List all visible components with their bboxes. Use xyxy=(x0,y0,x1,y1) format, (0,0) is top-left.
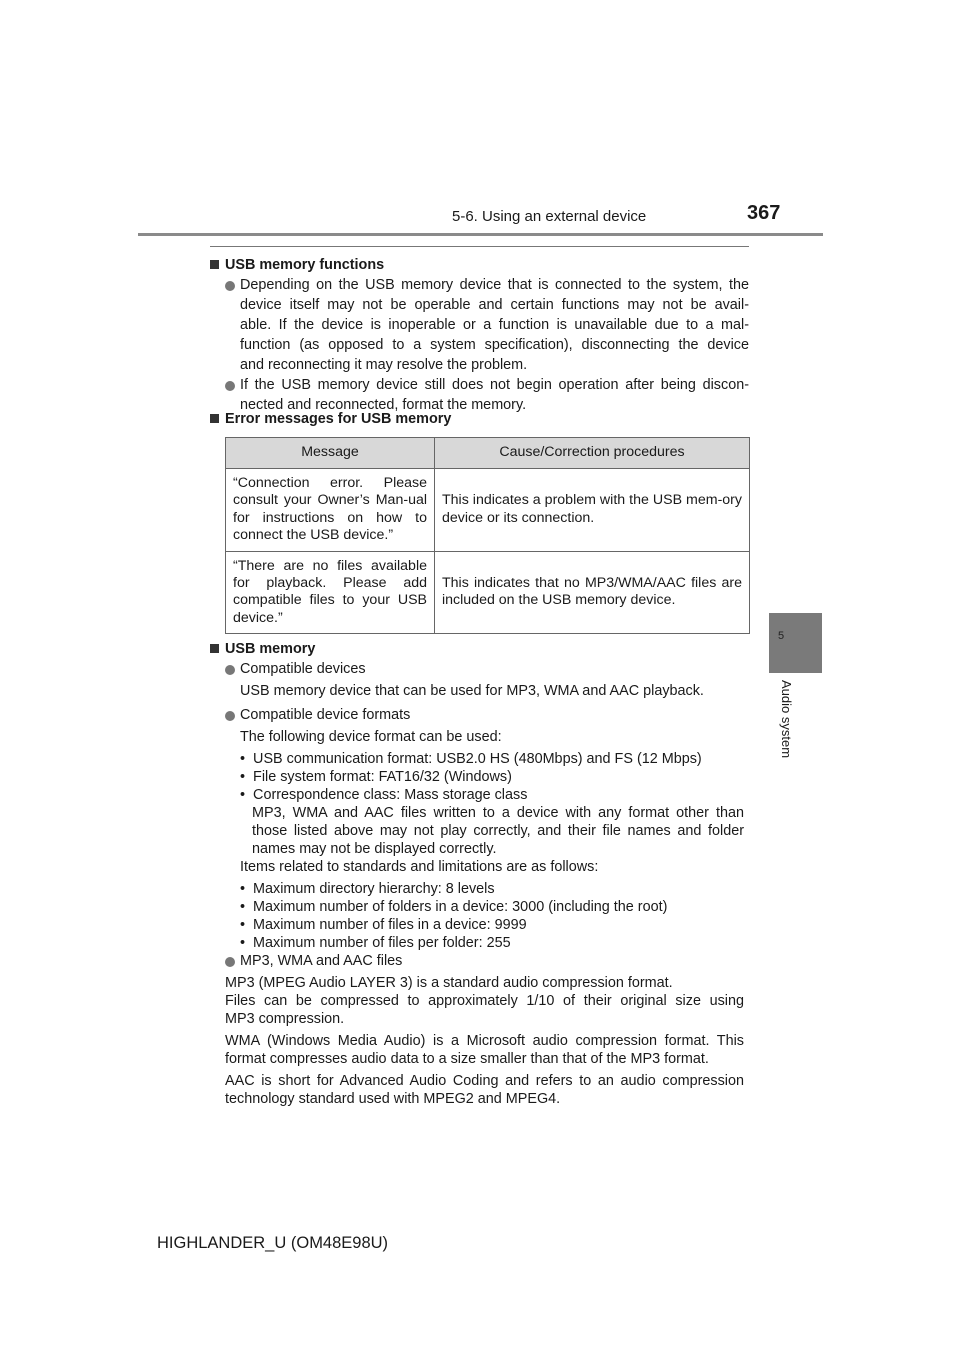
chapter-tab xyxy=(769,613,822,673)
paragraph-line: Depending on the USB memory device that is connected to the system, the xyxy=(240,277,749,293)
paragraph-line: AAC is short for Advanced Audio Coding and refers to an audio compression xyxy=(225,1073,744,1089)
message-cell: “There are no files available for playback. Please add compatible files to your USB device.” xyxy=(226,551,435,634)
paragraph-line: MP3 (MPEG Audio LAYER 3) is a standard audio compression format. xyxy=(225,975,673,991)
table-row xyxy=(226,469,750,552)
subheading: Compatible devices xyxy=(240,661,366,677)
table-header-row xyxy=(226,438,750,469)
error-table xyxy=(225,437,750,634)
paragraph-line: MP3 compression. xyxy=(225,1011,345,1027)
circle-bullet-icon xyxy=(225,711,235,721)
paragraph-line: nected and reconnected, format the memory. xyxy=(240,397,527,413)
paragraph-line: Items related to standards and limitations are as follows: xyxy=(240,859,599,875)
column-header-message: Message xyxy=(226,438,435,469)
document-id: HIGHLANDER_U (OM48E98U) xyxy=(157,1234,389,1252)
circle-bullet-icon xyxy=(225,957,235,967)
heading-usb-functions: USB memory functions xyxy=(210,257,384,275)
paragraph-line: able. If the device is inoperable or a function is unavailable due to a mal- xyxy=(240,317,749,333)
square-bullet-icon xyxy=(210,260,219,269)
subheading: MP3, WMA and AAC files xyxy=(240,953,403,969)
content-rule xyxy=(210,246,749,247)
paragraph-line: If the USB memory device still does not begin operation after being discon- xyxy=(240,377,749,393)
paragraph-line: The following device format can be used: xyxy=(240,729,502,745)
list-item: • File system format: FAT16/32 (Windows) xyxy=(240,769,512,785)
paragraph-line: function (as opposed to a system specification), disconnecting the device xyxy=(240,337,749,353)
cause-cell: This indicates that no MP3/WMA/AAC files are included on the USB memory device. xyxy=(435,551,750,634)
cause-cell: This indicates a problem with the USB mem-ory device or its connection. xyxy=(435,469,750,552)
chapter-label: Audio system xyxy=(779,680,794,759)
paragraph-line: WMA (Windows Media Audio) is a Microsoft audio compression format. This xyxy=(225,1033,744,1049)
list-item: • Maximum directory hierarchy: 8 levels xyxy=(240,881,495,897)
page-number: 367 xyxy=(747,202,781,224)
list-item: • USB communication format: USB2.0 HS (480Mbps) and FS (12 Mbps) xyxy=(240,751,702,767)
paragraph-line: format compresses audio data to a size smaller than that of the MP3 format. xyxy=(225,1051,709,1067)
paragraph-line: those listed above may not play correctly, and their file names and folder xyxy=(252,823,744,839)
heading-error-messages: Error messages for USB memory xyxy=(210,411,451,429)
list-item: • Correspondence class: Mass storage class xyxy=(240,787,528,803)
heading-usb-memory: USB memory xyxy=(210,641,315,659)
paragraph-line: and reconnecting it may resolve the problem. xyxy=(240,357,528,373)
paragraph-line: Files can be compressed to approximately 1/10 of their original size using xyxy=(225,993,744,1009)
circle-bullet-icon xyxy=(225,665,235,675)
list-item: • Maximum number of files in a device: 9999 xyxy=(240,917,527,933)
list-item: • Maximum number of folders in a device: 3000 (including the root) xyxy=(240,899,668,915)
circle-bullet-icon xyxy=(225,381,235,391)
paragraph-line: MP3, WMA and AAC files written to a device with any format other than xyxy=(252,805,744,821)
circle-bullet-icon xyxy=(225,281,235,291)
subheading: Compatible device formats xyxy=(240,707,411,723)
message-cell: “Connection error. Please consult your Owner’s Man-ual for instructions on how to connect the USB device.” xyxy=(226,469,435,552)
paragraph-line: names may not be displayed correctly. xyxy=(252,841,497,857)
table-row xyxy=(226,551,750,634)
square-bullet-icon xyxy=(210,414,219,423)
header-rule xyxy=(138,233,823,236)
paragraph-line: USB memory device that can be used for MP3, WMA and AAC playback. xyxy=(240,683,704,699)
chapter-number: 5 xyxy=(778,630,785,642)
paragraph-line: technology standard used with MPEG2 and MPEG4. xyxy=(225,1091,561,1107)
square-bullet-icon xyxy=(210,644,219,653)
list-item: • Maximum number of files per folder: 255 xyxy=(240,935,511,951)
paragraph-line: device itself may not be operable and certain functions may not be avail- xyxy=(240,297,749,313)
section-title: 5-6. Using an external device xyxy=(452,208,647,225)
column-header-cause: Cause/Correction procedures xyxy=(435,438,750,469)
